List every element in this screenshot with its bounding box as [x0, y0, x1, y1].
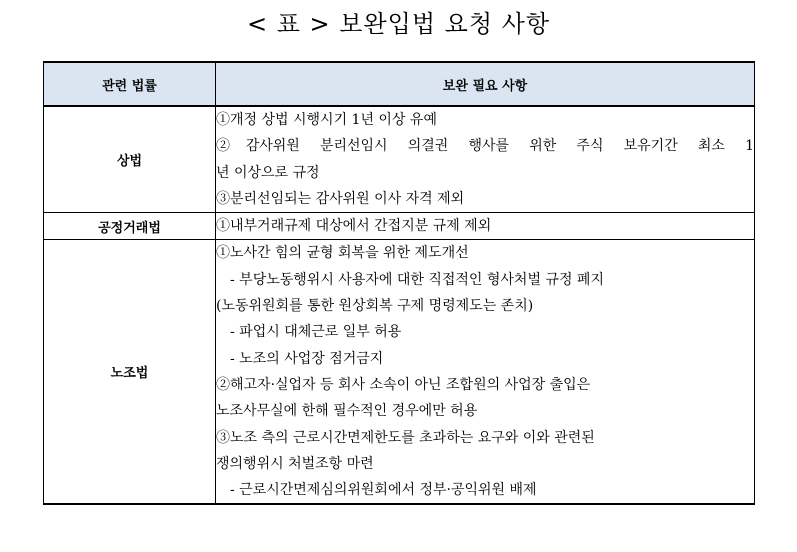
requirement-line: - 부당노동행위시 사용자에 대한 직접적인 형사처벌 규정 폐지 [230, 271, 604, 288]
requirement-cell [216, 106, 755, 213]
table-header-row [44, 62, 755, 106]
table-body [44, 106, 755, 504]
requirement-cell [216, 213, 755, 240]
table-row [44, 240, 755, 504]
law-name-cell: 노조법 [44, 240, 216, 504]
requirement-line: ①내부거래규제 대상에서 간접지분 규제 제외 [216, 218, 492, 235]
legislation-request-table [43, 61, 755, 505]
table-row [44, 213, 755, 240]
requirement-line: ②감사위원 분리선임시 의결권 행사를 위한 주식 보유기간 최소 1 [216, 138, 754, 155]
requirement-line: - 파업시 대체근로 일부 허용 [230, 324, 402, 341]
header-required-supplement: 보완 필요 사항 [216, 62, 755, 106]
requirement-line: (노동위원회를 통한 원상회복 구제 명령제도는 존치) [216, 298, 534, 315]
header-related-law: 관련 법률 [44, 62, 216, 106]
requirement-line: ①노사간 힘의 균형 회복을 위한 제도개선 [216, 245, 469, 262]
law-name-cell: 공정거래법 [44, 213, 216, 240]
requirement-line: 쟁의행위시 처벌조항 마련 [216, 455, 374, 472]
requirement-line: ③노조 측의 근로시간면제한도를 초과하는 요구와 이와 관련된 [216, 429, 595, 446]
requirement-line: - 근로시간면제심의위원회에서 정부·공익위원 배제 [230, 482, 537, 499]
table-row [44, 106, 755, 213]
requirement-line: 노조사무실에 한해 필수적인 경우에만 허용 [216, 403, 478, 420]
requirement-line: 년 이상으로 규정 [216, 164, 320, 181]
law-name-cell: 상법 [44, 106, 216, 213]
requirement-line: ②해고자·실업자 등 회사 소속이 아닌 조합원의 사업장 출입은 [216, 376, 591, 393]
requirement-line: - 노조의 사업장 점거금지 [230, 350, 384, 367]
requirement-line: ③분리선임되는 감사위원 이사 자격 제외 [216, 190, 465, 207]
requirement-line: ①개정 상법 시행시기 1년 이상 유예 [216, 112, 437, 128]
requirement-cell [216, 240, 755, 504]
table-title: < 표 > 보완입법 요청 사항 [246, 10, 551, 38]
